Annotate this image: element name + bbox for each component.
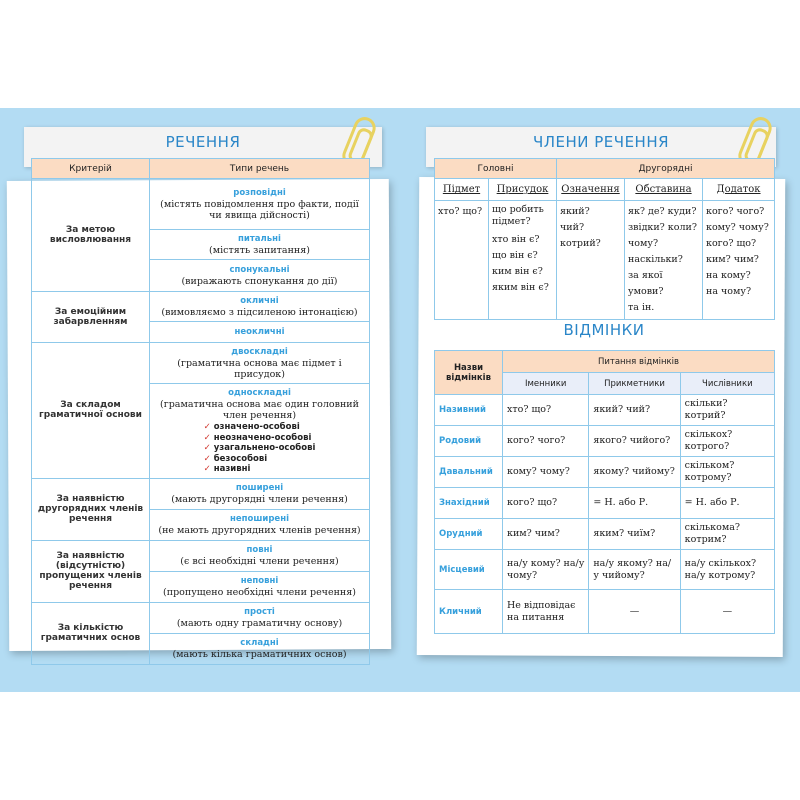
type-desc: (вимовляємо з підсиленою інтонацією) xyxy=(161,307,358,318)
case-name: Місцевий xyxy=(435,550,503,590)
member-name: Підмет xyxy=(435,179,489,201)
question: ким? чим? xyxy=(706,254,759,265)
adj-question: якому? чийому? xyxy=(589,457,680,488)
table-row xyxy=(435,550,775,590)
sentence-members-table xyxy=(434,158,775,320)
member-questions xyxy=(435,201,489,320)
type-cell xyxy=(150,230,370,260)
sentence-types-table xyxy=(31,158,370,665)
table-row xyxy=(435,457,775,488)
noun-question: хто? що? xyxy=(503,395,589,426)
type-name: неокличні xyxy=(234,327,285,337)
case-name: Називний xyxy=(435,395,503,426)
criterion-cell: За емоційним забарвленням xyxy=(32,292,150,343)
question: хто він є? xyxy=(492,234,540,245)
question: чому? xyxy=(628,238,659,249)
adj-question: = Н. або Р. xyxy=(589,488,680,519)
question: який? xyxy=(560,206,590,217)
type-cell xyxy=(150,478,370,509)
type-desc: (мають одну граматичну основу) xyxy=(176,618,343,629)
type-cell xyxy=(150,179,370,230)
question: на чому? xyxy=(706,286,752,297)
header-case-names: Назви відмінків xyxy=(435,351,503,395)
type-desc: (містять повідомлення про факти, події чи явища дійсності) xyxy=(160,199,359,221)
header-nouns: Іменники xyxy=(503,373,589,395)
case-name: Давальний xyxy=(435,457,503,488)
criterion-cell: За наявністю другорядних членів речення xyxy=(32,478,150,540)
noun-question: кого? що? xyxy=(503,488,589,519)
header-types: Типи речень xyxy=(150,159,370,179)
sentence-title: РЕЧЕННЯ xyxy=(165,133,241,151)
table-row xyxy=(435,488,775,519)
num-question: скільком? котрому? xyxy=(680,457,774,488)
type-name: спонукальні xyxy=(229,265,290,275)
question: кого? чого? xyxy=(706,206,765,217)
header-numerals: Числівники xyxy=(680,373,774,395)
case-name: Кличний xyxy=(435,590,503,634)
table-row xyxy=(435,590,775,634)
type-cell xyxy=(150,540,370,571)
type-name: окличні xyxy=(240,296,279,306)
question: що він є? xyxy=(492,250,538,261)
type-name: двоскладні xyxy=(231,347,288,357)
table-row xyxy=(435,426,775,457)
member-name: Обставина xyxy=(625,179,703,201)
type-name: односкладні xyxy=(228,388,291,398)
noun-question: Не відповідає на питання xyxy=(503,590,589,634)
num-question: скількох? котрого? xyxy=(680,426,774,457)
adj-question: який? чий? xyxy=(589,395,680,426)
header-criterion: Критерій xyxy=(32,159,150,179)
criterion-cell: За кількістю граматичних основ xyxy=(32,602,150,664)
type-cell xyxy=(150,602,370,633)
question: чий? xyxy=(560,222,585,233)
subtype-list xyxy=(204,422,316,475)
type-desc: (мають кілька граматичних основ) xyxy=(172,649,347,660)
criterion-cell: За складом граматичної основи xyxy=(32,343,150,479)
criterion-cell: За наявністю (відсутністю) пропущених членів речення xyxy=(32,540,150,602)
type-desc: (є всі необхідні члени речення) xyxy=(180,556,339,567)
question: кого? що? xyxy=(706,238,757,249)
header-case-questions: Питання відмінків xyxy=(503,351,775,373)
question: як? де? куди? xyxy=(628,206,697,217)
question: звідки? коли? xyxy=(628,222,697,233)
num-question: — xyxy=(680,590,774,634)
case-name: Орудний xyxy=(435,519,503,550)
header-secondary: Другорядні xyxy=(557,159,775,179)
type-cell xyxy=(150,384,370,479)
subtype-item: ✓ неозначено-особові xyxy=(204,433,316,444)
member-name: Означення xyxy=(557,179,625,201)
num-question: на/у скількох? на/у котрому? xyxy=(680,550,774,590)
type-desc: (містять запитання) xyxy=(209,245,310,256)
type-desc: (виражають спонукання до дії) xyxy=(181,276,338,287)
type-desc: (граматична основа має один головний член речення) xyxy=(160,399,359,421)
type-name: розповідні xyxy=(233,188,286,198)
noun-question: на/у кому? на/у чому? xyxy=(503,550,589,590)
noun-question: ким? чим? xyxy=(503,519,589,550)
member-name: Присудок xyxy=(489,179,557,201)
question: кому? чому? xyxy=(706,222,769,233)
members-title: ЧЛЕНИ РЕЧЕННЯ xyxy=(532,133,670,151)
type-name: непоширені xyxy=(230,514,289,524)
type-name: неповні xyxy=(240,576,279,586)
type-desc: (мають другорядні члени речення) xyxy=(171,494,348,505)
type-cell xyxy=(150,633,370,664)
subtype-item: ✓ називні xyxy=(204,464,316,475)
subtype-item: ✓ означено-особові xyxy=(204,422,316,433)
question: яким він є? xyxy=(492,282,549,293)
adj-question: якого? чийого? xyxy=(589,426,680,457)
member-questions xyxy=(625,201,703,320)
type-cell xyxy=(150,571,370,602)
member-questions xyxy=(489,201,557,320)
question: та ін. xyxy=(628,302,655,313)
member-questions xyxy=(703,201,775,320)
type-name: прості xyxy=(244,607,275,617)
type-cell xyxy=(150,322,370,343)
num-question: скількома? котрим? xyxy=(680,519,774,550)
case-name: Родовий xyxy=(435,426,503,457)
member-name: Додаток xyxy=(703,179,775,201)
noun-question: кого? чого? xyxy=(503,426,589,457)
num-question: = Н. або Р. xyxy=(680,488,774,519)
question: за якої умови? xyxy=(628,270,664,297)
question: наскільки? xyxy=(628,254,683,265)
type-name: питальні xyxy=(238,234,281,244)
type-name: складні xyxy=(240,638,279,648)
adj-question: яким? чиїм? xyxy=(589,519,680,550)
type-desc: (граматична основа має підмет і присудок) xyxy=(177,358,342,380)
case-name: Знахідний xyxy=(435,488,503,519)
noun-question: кому? чому? xyxy=(503,457,589,488)
type-name: повні xyxy=(246,545,273,555)
type-cell xyxy=(150,509,370,540)
header-main: Головні xyxy=(435,159,557,179)
adj-question: — xyxy=(589,590,680,634)
type-cell xyxy=(150,343,370,384)
type-cell xyxy=(150,260,370,292)
type-desc: (пропущено необхідні члени речення) xyxy=(163,587,356,598)
question: на кому? xyxy=(706,270,751,281)
subtype-item: ✓ безособові xyxy=(204,454,316,465)
criterion-cell: За метою висловлювання xyxy=(32,179,150,292)
question: котрий? xyxy=(560,238,601,249)
subtype-item: ✓ узагальнено-особові xyxy=(204,443,316,454)
type-desc: (не мають другорядних членів речення) xyxy=(158,525,361,536)
num-question: скільки? котрий? xyxy=(680,395,774,426)
type-cell xyxy=(150,292,370,322)
type-name: поширені xyxy=(235,483,284,493)
table-row xyxy=(435,519,775,550)
cases-table xyxy=(434,350,775,634)
adj-question: на/у якому? на/у чийому? xyxy=(589,550,680,590)
member-questions xyxy=(557,201,625,320)
question: хто? що? xyxy=(438,206,483,217)
table-row xyxy=(435,395,775,426)
cases-title: ВІДМІНКИ xyxy=(563,321,645,339)
question: що робить підмет? xyxy=(492,204,544,227)
header-adjectives: Прикметники xyxy=(589,373,680,395)
question: ким він є? xyxy=(492,266,543,277)
